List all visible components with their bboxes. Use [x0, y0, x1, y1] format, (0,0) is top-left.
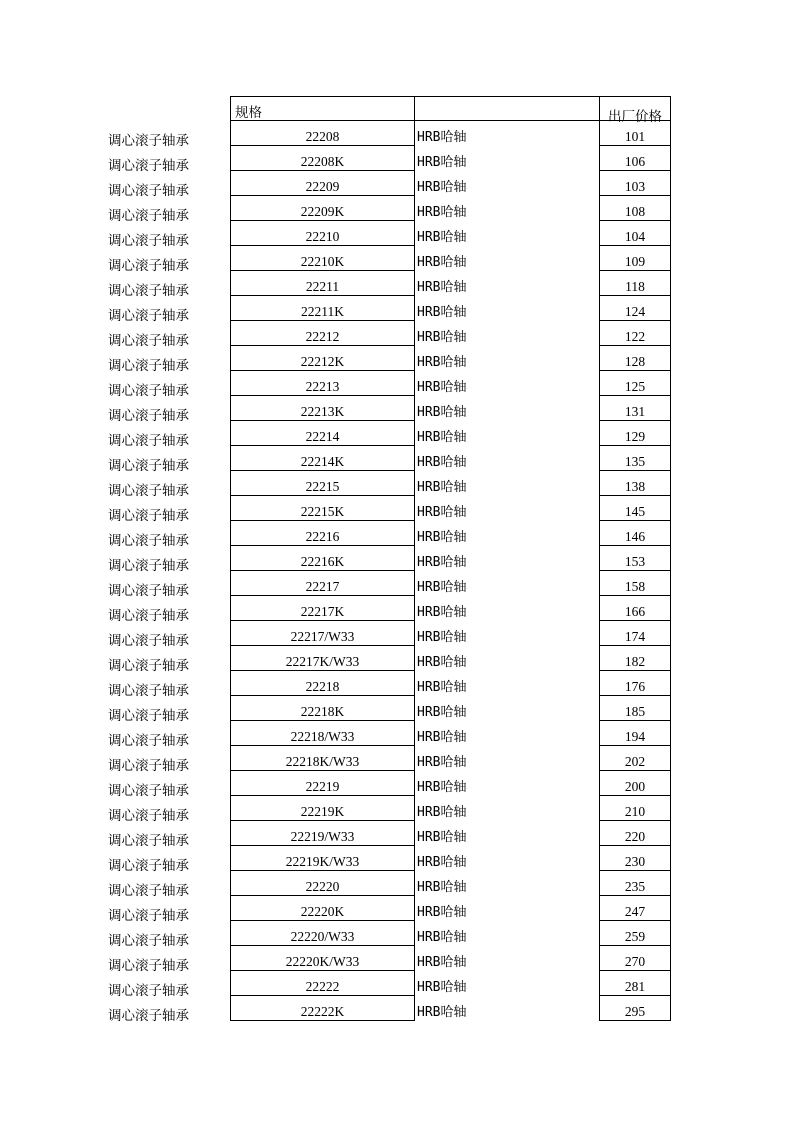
product-name: 调心滚子轴承 — [108, 458, 189, 473]
table-row — [0, 121, 793, 146]
table-row — [0, 946, 793, 971]
price-cell: 202 — [599, 746, 671, 771]
spec-cell: 22217K — [230, 596, 415, 621]
spec-cell: 22211 — [230, 271, 415, 296]
table-row — [0, 996, 793, 1021]
brand-cell: HRB哈轴 — [417, 630, 467, 645]
brand-cell: HRB哈轴 — [417, 730, 467, 745]
product-name: 调心滚子轴承 — [108, 758, 189, 773]
product-name: 调心滚子轴承 — [108, 333, 189, 348]
spec-cell: 22220 — [230, 871, 415, 896]
product-name: 调心滚子轴承 — [108, 433, 189, 448]
spec-cell: 22213 — [230, 371, 415, 396]
spec-cell: 22211K — [230, 296, 415, 321]
brand-cell: HRB哈轴 — [417, 805, 467, 820]
table-row — [0, 921, 793, 946]
table-row — [0, 846, 793, 871]
product-name: 调心滚子轴承 — [108, 383, 189, 398]
table-row — [0, 721, 793, 746]
product-name: 调心滚子轴承 — [108, 158, 189, 173]
table-row — [0, 871, 793, 896]
table-row — [0, 296, 793, 321]
spec-cell: 22216 — [230, 521, 415, 546]
price-cell: 131 — [599, 396, 671, 421]
brand-cell: HRB哈轴 — [417, 230, 467, 245]
product-name: 调心滚子轴承 — [108, 583, 189, 598]
product-name: 调心滚子轴承 — [108, 708, 189, 723]
brand-cell: HRB哈轴 — [417, 305, 467, 320]
brand-cell: HRB哈轴 — [417, 405, 467, 420]
price-cell: 135 — [599, 446, 671, 471]
table-row — [0, 246, 793, 271]
price-cell: 104 — [599, 221, 671, 246]
product-name: 调心滚子轴承 — [108, 133, 189, 148]
price-cell: 128 — [599, 346, 671, 371]
table-row — [0, 696, 793, 721]
price-cell: 122 — [599, 321, 671, 346]
table-row — [0, 371, 793, 396]
price-cell: 158 — [599, 571, 671, 596]
table-row — [0, 496, 793, 521]
brand-cell: HRB哈轴 — [417, 855, 467, 870]
product-name: 调心滚子轴承 — [108, 358, 189, 373]
brand-cell: HRB哈轴 — [417, 955, 467, 970]
price-cell: 210 — [599, 796, 671, 821]
brand-cell: HRB哈轴 — [417, 605, 467, 620]
product-name: 调心滚子轴承 — [108, 933, 189, 948]
price-cell: 124 — [599, 296, 671, 321]
product-name: 调心滚子轴承 — [108, 983, 189, 998]
spec-cell: 22222 — [230, 971, 415, 996]
spec-cell: 22212K — [230, 346, 415, 371]
price-cell: 153 — [599, 546, 671, 571]
price-cell: 247 — [599, 896, 671, 921]
price-cell: 182 — [599, 646, 671, 671]
brand-cell: HRB哈轴 — [417, 780, 467, 795]
price-cell: 235 — [599, 871, 671, 896]
price-cell: 174 — [599, 621, 671, 646]
spec-cell: 22219/W33 — [230, 821, 415, 846]
spec-cell: 22210 — [230, 221, 415, 246]
price-cell: 118 — [599, 271, 671, 296]
price-cell: 106 — [599, 146, 671, 171]
product-name: 调心滚子轴承 — [108, 183, 189, 198]
spec-cell: 22218/W33 — [230, 721, 415, 746]
brand-cell: HRB哈轴 — [417, 555, 467, 570]
brand-cell: HRB哈轴 — [417, 180, 467, 195]
price-cell: 194 — [599, 721, 671, 746]
product-name: 调心滚子轴承 — [108, 533, 189, 548]
spec-cell: 22217 — [230, 571, 415, 596]
table-row — [0, 321, 793, 346]
product-name: 调心滚子轴承 — [108, 908, 189, 923]
price-cell: 125 — [599, 371, 671, 396]
product-name: 调心滚子轴承 — [108, 483, 189, 498]
product-name: 调心滚子轴承 — [108, 233, 189, 248]
spec-cell: 22208K — [230, 146, 415, 171]
spec-cell: 22219K/W33 — [230, 846, 415, 871]
price-cell: 259 — [599, 921, 671, 946]
table-row — [0, 621, 793, 646]
spec-cell: 22212 — [230, 321, 415, 346]
spec-cell: 22216K — [230, 546, 415, 571]
product-name: 调心滚子轴承 — [108, 958, 189, 973]
table-row — [0, 821, 793, 846]
product-name: 调心滚子轴承 — [108, 308, 189, 323]
brand-cell: HRB哈轴 — [417, 930, 467, 945]
table-row — [0, 521, 793, 546]
brand-cell: HRB哈轴 — [417, 455, 467, 470]
header-price: 出厂价格 — [599, 96, 671, 121]
product-name: 调心滚子轴承 — [108, 508, 189, 523]
price-cell: 176 — [599, 671, 671, 696]
table-row — [0, 571, 793, 596]
price-cell: 295 — [599, 996, 671, 1021]
table-row — [0, 771, 793, 796]
table-row — [0, 671, 793, 696]
table-row — [0, 346, 793, 371]
product-name: 调心滚子轴承 — [108, 658, 189, 673]
brand-cell: HRB哈轴 — [417, 130, 467, 145]
table-row — [0, 971, 793, 996]
product-name: 调心滚子轴承 — [108, 633, 189, 648]
spec-cell: 22215K — [230, 496, 415, 521]
table-row — [0, 446, 793, 471]
spec-cell: 22217K/W33 — [230, 646, 415, 671]
table-row — [0, 646, 793, 671]
price-cell: 103 — [599, 171, 671, 196]
table-row — [0, 171, 793, 196]
spec-cell: 22215 — [230, 471, 415, 496]
product-name: 调心滚子轴承 — [108, 683, 189, 698]
spec-cell: 22220K — [230, 896, 415, 921]
spec-cell: 22219 — [230, 771, 415, 796]
product-name: 调心滚子轴承 — [108, 1008, 189, 1023]
header-spec: 规格 — [230, 96, 415, 121]
product-name: 调心滚子轴承 — [108, 733, 189, 748]
price-cell: 230 — [599, 846, 671, 871]
spec-cell: 22218 — [230, 671, 415, 696]
brand-cell: HRB哈轴 — [417, 680, 467, 695]
spec-cell: 22209K — [230, 196, 415, 221]
product-name: 调心滚子轴承 — [108, 833, 189, 848]
brand-cell: HRB哈轴 — [417, 355, 467, 370]
product-name: 调心滚子轴承 — [108, 608, 189, 623]
brand-cell: HRB哈轴 — [417, 880, 467, 895]
product-name: 调心滚子轴承 — [108, 783, 189, 798]
table-row — [0, 796, 793, 821]
brand-cell: HRB哈轴 — [417, 580, 467, 595]
table-row — [0, 596, 793, 621]
price-cell: 145 — [599, 496, 671, 521]
price-cell: 129 — [599, 421, 671, 446]
brand-cell: HRB哈轴 — [417, 380, 467, 395]
brand-cell: HRB哈轴 — [417, 1005, 467, 1020]
spec-cell: 22218K — [230, 696, 415, 721]
header-row — [0, 96, 793, 124]
table-row — [0, 896, 793, 921]
price-cell: 220 — [599, 821, 671, 846]
table-row — [0, 396, 793, 421]
brand-cell: HRB哈轴 — [417, 255, 467, 270]
price-cell: 185 — [599, 696, 671, 721]
price-cell: 270 — [599, 946, 671, 971]
spec-cell: 22210K — [230, 246, 415, 271]
spec-cell: 22222K — [230, 996, 415, 1021]
price-cell: 138 — [599, 471, 671, 496]
brand-cell: HRB哈轴 — [417, 530, 467, 545]
price-cell: 200 — [599, 771, 671, 796]
table-row — [0, 221, 793, 246]
brand-cell: HRB哈轴 — [417, 480, 467, 495]
header-brand — [415, 96, 600, 121]
brand-cell: HRB哈轴 — [417, 705, 467, 720]
product-name: 调心滚子轴承 — [108, 883, 189, 898]
spec-cell: 22220/W33 — [230, 921, 415, 946]
brand-cell: HRB哈轴 — [417, 205, 467, 220]
price-cell: 101 — [599, 121, 671, 146]
table-row — [0, 546, 793, 571]
product-name: 调心滚子轴承 — [108, 808, 189, 823]
product-name: 调心滚子轴承 — [108, 558, 189, 573]
brand-cell: HRB哈轴 — [417, 505, 467, 520]
product-name: 调心滚子轴承 — [108, 208, 189, 223]
table-row — [0, 746, 793, 771]
table-row — [0, 146, 793, 171]
spec-cell: 22218K/W33 — [230, 746, 415, 771]
price-cell: 146 — [599, 521, 671, 546]
product-name: 调心滚子轴承 — [108, 408, 189, 423]
spec-cell: 22219K — [230, 796, 415, 821]
brand-cell: HRB哈轴 — [417, 830, 467, 845]
brand-cell: HRB哈轴 — [417, 655, 467, 670]
table-body — [0, 121, 793, 1021]
spec-cell: 22217/W33 — [230, 621, 415, 646]
brand-cell: HRB哈轴 — [417, 430, 467, 445]
spec-cell: 22208 — [230, 121, 415, 146]
product-name: 调心滚子轴承 — [108, 858, 189, 873]
spec-cell: 22214 — [230, 421, 415, 446]
table-row — [0, 471, 793, 496]
price-cell: 109 — [599, 246, 671, 271]
brand-cell: HRB哈轴 — [417, 155, 467, 170]
brand-cell: HRB哈轴 — [417, 980, 467, 995]
price-cell: 108 — [599, 196, 671, 221]
brand-cell: HRB哈轴 — [417, 330, 467, 345]
price-cell: 166 — [599, 596, 671, 621]
brand-cell: HRB哈轴 — [417, 280, 467, 295]
product-name: 调心滚子轴承 — [108, 283, 189, 298]
price-sheet — [0, 96, 793, 1021]
product-name: 调心滚子轴承 — [108, 258, 189, 273]
spec-cell: 22220K/W33 — [230, 946, 415, 971]
table-row — [0, 421, 793, 446]
brand-cell: HRB哈轴 — [417, 755, 467, 770]
table-row — [0, 196, 793, 221]
table-row — [0, 271, 793, 296]
spec-cell: 22209 — [230, 171, 415, 196]
spec-cell: 22214K — [230, 446, 415, 471]
spec-cell: 22213K — [230, 396, 415, 421]
price-cell: 281 — [599, 971, 671, 996]
brand-cell: HRB哈轴 — [417, 905, 467, 920]
